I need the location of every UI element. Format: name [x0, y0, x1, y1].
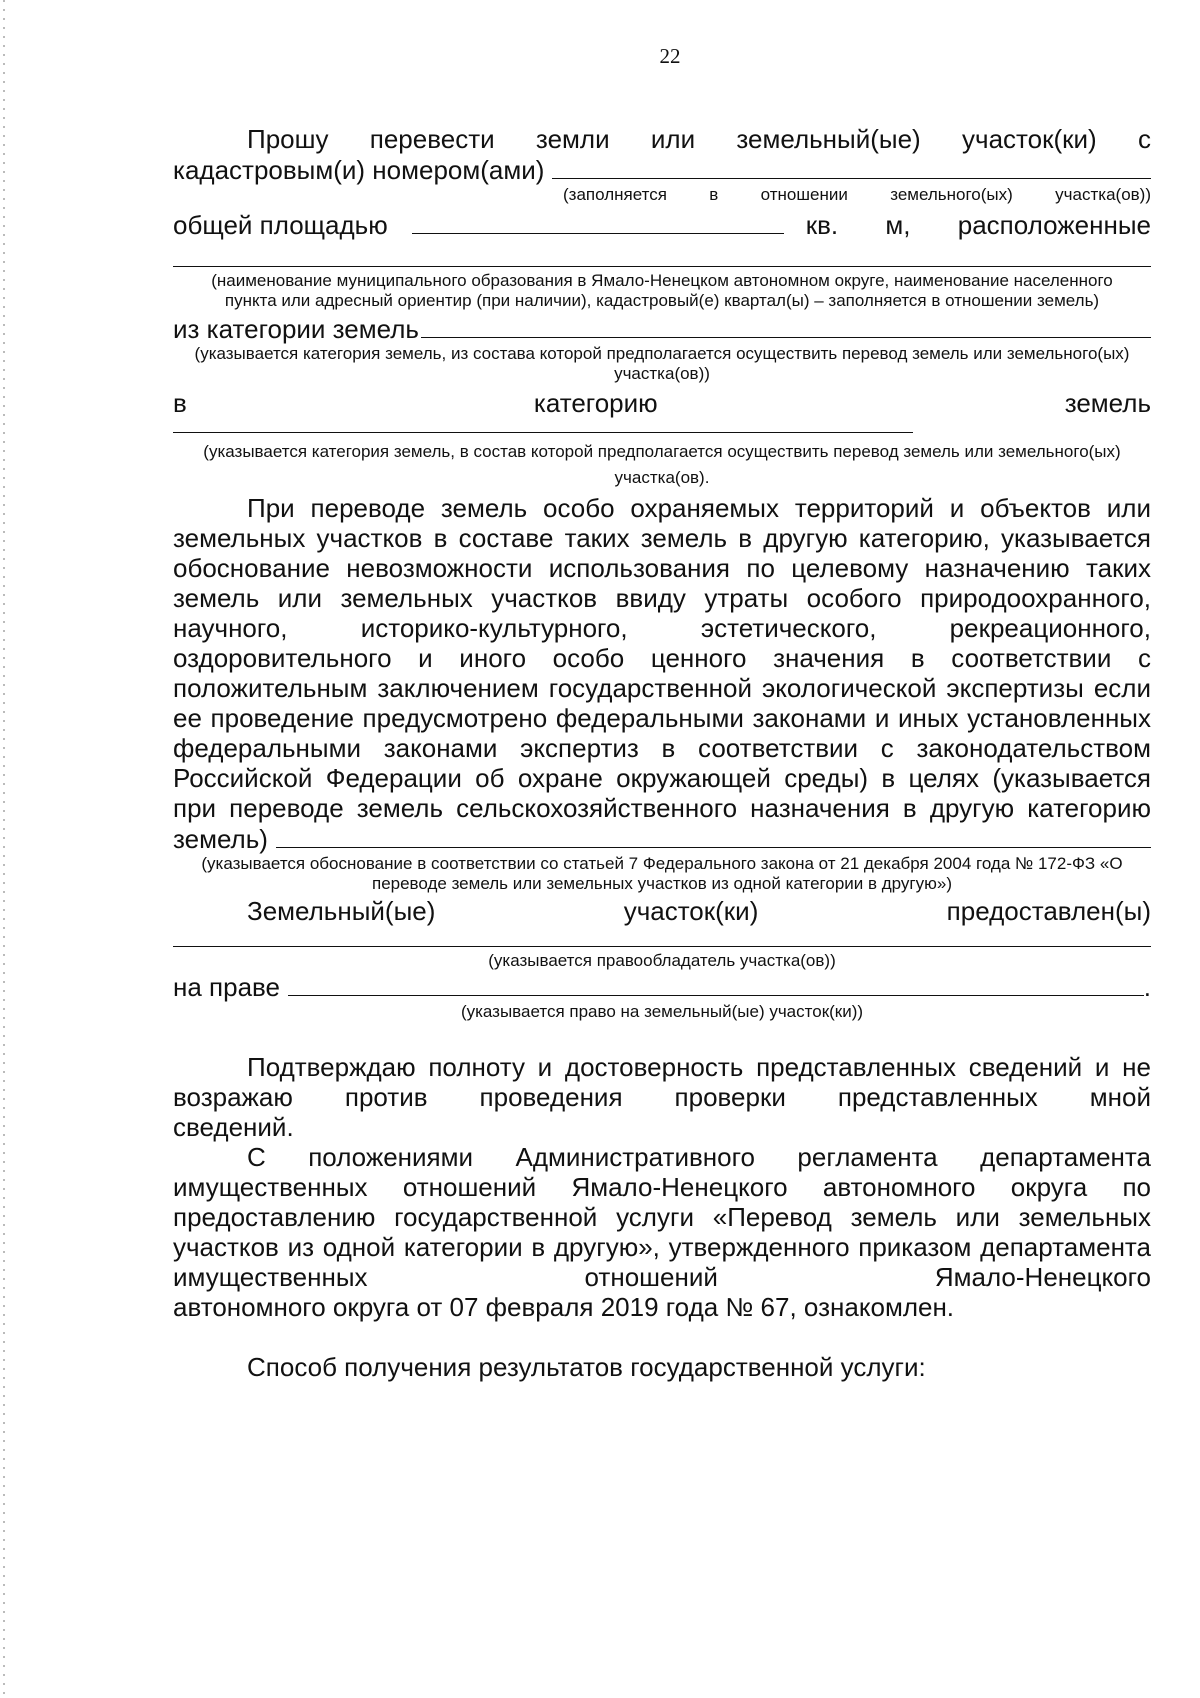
area-field[interactable]	[412, 209, 784, 234]
right-row	[173, 971, 1151, 1002]
holder-hint: (указывается правообладатель участка(ов))	[488, 951, 836, 970]
to-category-hint: (указывается категория земель, в состав которой предполагается осуществить перевод земель или земельного(ых) участка(ов).	[203, 442, 1121, 487]
area-row	[173, 209, 1151, 240]
justification-hint: (указывается обоснование в соответствии со статьей 7 Федерального закона от 21 декабря 2004 года № 172-ФЗ «О переводе земель или земельных участков из одной категории в другую»)	[201, 854, 1123, 893]
cadastral-number-field[interactable]	[552, 154, 1151, 179]
confirm-paragraph: Подтверждаю полноту и достоверность представленных сведений и не возражаю против проведения проверки представленных мной	[173, 1052, 1151, 1112]
cadastral-hint: (заполняется в отношении земельного(ых) участка(ов))	[563, 185, 1151, 204]
page-number: 22	[659, 44, 681, 68]
provided-word-1: Земельный(ые)	[247, 896, 436, 926]
right-end: .	[1143, 972, 1151, 1002]
result-method-heading: Способ получения результатов государственной услуги:	[247, 1352, 926, 1382]
request-line-1: Прошу перевести земли или земельный(ые) участок(ки) с	[247, 124, 1151, 154]
confirm-last-line: сведений.	[173, 1112, 294, 1142]
regulation-last-line: автономного округа от 07 февраля 2019 года № 67, ознакомлен.	[173, 1292, 955, 1322]
provided-row	[173, 896, 1151, 926]
scan-edge-noise	[3, 0, 5, 1698]
right-label: на праве	[173, 972, 281, 1002]
regulation-paragraph: С положениями Административного регламента департамента имущественных отношений Ямало-Ненецкого автономного округа по предоставлению государственной услуги «Перевод земель или земельных участков из одной категории в другую», утвержденного приказом департамента имущественных отношений Ямало-Ненецкого	[173, 1142, 1151, 1292]
location-field[interactable]	[173, 266, 1151, 267]
area-label: общей площадью	[173, 210, 388, 240]
location-hint: (наименование муниципального образования в Ямало-Ненецком автономном округе, наименование населенного пункта или адресный ориентир (при наличии), кадастровый(е) квартал(ы) – заполняется в отношении земель)	[211, 271, 1113, 310]
to-category-word-2: категорию	[533, 388, 658, 418]
right-hint: (указывается право на земельный(ые) участок(ки))	[460, 1002, 864, 1021]
to-category-field[interactable]	[173, 432, 913, 433]
holder-field[interactable]	[173, 946, 1151, 947]
right-field[interactable]	[288, 971, 1144, 996]
form-body	[173, 124, 1151, 1382]
from-category-row	[173, 313, 1151, 344]
from-category-hint: (указывается категория земель, из состава которой предполагается осуществить перевод земель или земельного(ых) участка(ов))	[194, 344, 1130, 383]
justification-last-row	[173, 823, 1151, 854]
provided-word-3: предоставлен(ы)	[946, 896, 1151, 926]
justification-last-word: земель)	[173, 824, 268, 854]
provided-word-2: участок(ки)	[623, 896, 759, 926]
area-unit: кв. м, расположенные	[805, 210, 1151, 240]
from-category-label: из категории земель	[173, 314, 419, 344]
to-category-row	[173, 388, 1151, 418]
cadastral-label: кадастровым(и) номером(ами)	[173, 155, 545, 185]
cadastral-row	[173, 154, 1151, 185]
to-category-word-3: земель	[1064, 388, 1151, 418]
from-category-field[interactable]	[421, 313, 1151, 338]
to-category-word-1: в	[173, 388, 187, 418]
justification-paragraph: При переводе земель особо охраняемых территорий и объектов или земельных участков в составе таких земель в другую категорию, указывается обоснование невозможности использования по целевому назначению таких земель или земельных участков ввиду утраты особого природоохранного, научного, историко-культурного, эстетического, рекреационного, оздоровительного и иного особо ценного значения в соответствии с положительным заключением государственной экологической экспертизы если ее проведение предусмотрено федеральными законами и иных установленных федеральными законами экспертиз в соответствии с законодательством Российской Федерации об охране окружающей среды) в целях (указывается при переводе земель сельскохозяйственного назначения в другую категорию	[173, 493, 1151, 823]
justification-field[interactable]	[276, 823, 1151, 848]
